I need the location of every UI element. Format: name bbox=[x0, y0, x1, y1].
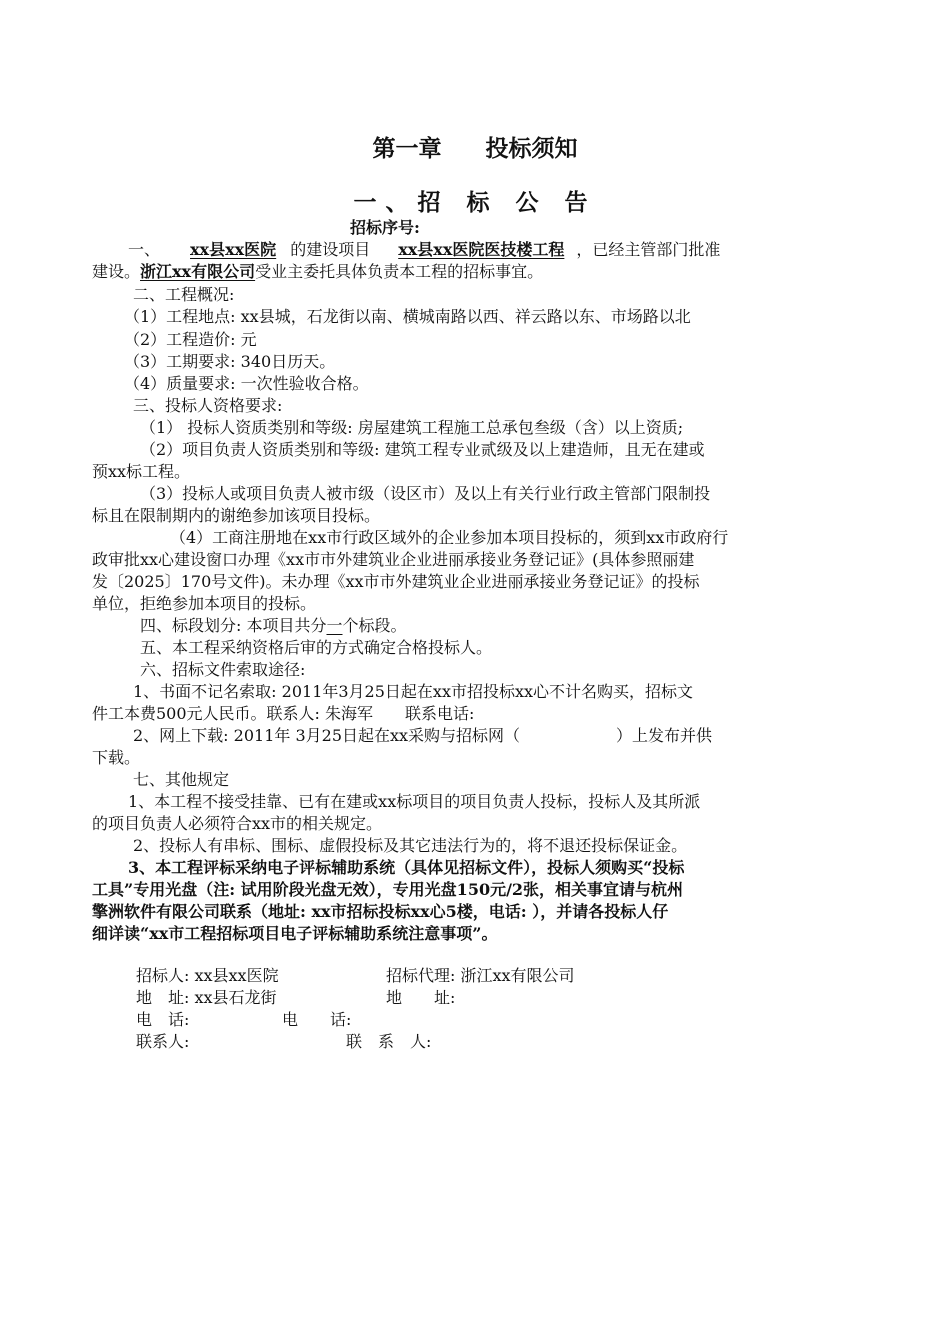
section-7-line: 2、投标人有串标、围标、虚假投标及其它违法行为的，将不退还投标保证金。 bbox=[133, 836, 688, 855]
qualification-line: 单位，拒绝参加本项目的投标。 bbox=[92, 594, 317, 613]
signature-right: 联 系 人: bbox=[346, 1032, 432, 1051]
p1-mid: 的建设项目 bbox=[290, 240, 371, 259]
overview-heading: 二、工程概况: bbox=[133, 285, 235, 304]
agent-name: 浙江xx有限公司 bbox=[140, 262, 256, 281]
p1-suffix: ，已经主管部门批准 bbox=[576, 240, 721, 259]
overview-item: （3）工期要求: 340日历天。 bbox=[124, 352, 336, 371]
qualification-line: （3）投标人或项目负责人被市级（设区市）及以上有关行业行政主管部门限制投 bbox=[140, 484, 711, 503]
section-7-bold-line: 3、本工程评标采纳电子评标辅助系统（具体见招标文件），投标人须购买“投标 bbox=[128, 858, 685, 877]
section-7-bold-line: 工具”专用光盘（注: 试用阶段光盘无效），专用光盘150元/2张，相关事宜请与杭州 bbox=[92, 880, 684, 899]
serial-label: 招标序号: bbox=[350, 218, 420, 237]
qualification-line: 标且在限制期内的谢绝参加该项目投标。 bbox=[92, 506, 381, 525]
chapter-name: 投标须知 bbox=[485, 135, 578, 162]
overview-item: （2）工程造价: 元 bbox=[124, 330, 257, 349]
qualification-line: 政审批xx心建设窗口办理《xx市市外建筑业企业进丽承接业务登记证》(具体参照丽建 bbox=[92, 550, 695, 569]
chapter-number: 第一章 bbox=[372, 135, 442, 162]
overview-item: （1）工程地点: xx县城，石龙街以南、横城南路以西、祥云路以东、市场路以北 bbox=[124, 307, 691, 326]
signature-left: 联系人: bbox=[136, 1032, 190, 1051]
qualification-line: 发〔2025〕170号文件)。未办理《xx市市外建筑业企业进丽承接业务登记证》的投标 bbox=[92, 572, 700, 591]
section-7-heading: 七、其他规定 bbox=[133, 770, 230, 789]
qualification-line: 预xx标工程。 bbox=[92, 462, 191, 481]
section-4-suffix: 个标段。 bbox=[342, 616, 407, 635]
qualification-line: （1） 投标人资质类别和等级: 房屋建筑工程施工总承包叁级（含）以上资质; bbox=[140, 418, 684, 437]
signature-right: 招标代理: 浙江xx有限公司 bbox=[386, 966, 575, 985]
section-5: 五、本工程采纳资格后审的方式确定合格投标人。 bbox=[140, 638, 493, 657]
qualification-heading: 三、投标人资格要求: bbox=[133, 396, 283, 415]
overview-item: （4）质量要求: 一次性验收合格。 bbox=[124, 374, 369, 393]
qualification-line: （4）工商注册地在xx市行政区域外的企业参加本项目投标的，须到xx市政府行 bbox=[170, 528, 729, 547]
section-title: 一、招 标 公 告 bbox=[353, 189, 597, 216]
signature-right: 地 址: bbox=[386, 988, 456, 1007]
section-4 bbox=[140, 616, 407, 636]
p1-line2-post: 受业主委托具体负责本工程的招标事宜。 bbox=[255, 262, 544, 281]
section-6-line: 1、书面不记名索取: 2011年3月25日起在xx市招投标xx心不计名购买，招标文 bbox=[133, 682, 694, 701]
p1-line2-pre: 建设。 bbox=[92, 262, 141, 281]
signature-right: 电 话: bbox=[282, 1010, 352, 1029]
paragraph-1-line-2 bbox=[92, 262, 543, 282]
project-name: xx县xx医院医技楼工程 bbox=[398, 240, 565, 259]
section-4-count: 一 bbox=[326, 616, 343, 635]
p1-prefix: 一、 bbox=[128, 240, 161, 259]
section-7-line: 的项目负责人必须符合xx市的相关规定。 bbox=[92, 814, 383, 833]
owner-name: xx县xx医院 bbox=[190, 240, 277, 259]
paragraph-1-line-1 bbox=[128, 240, 720, 260]
section-6-line: 件工本费500元人民币。联系人: 朱海军 联系电话: bbox=[92, 704, 475, 723]
qualification-line: （2）项目负责人资质类别和等级: 建筑工程专业贰级及以上建造师，且无在建或 bbox=[140, 440, 705, 459]
section-7-bold-line: 擎洲软件有限公司联系（地址: xx市招标投标xx心5楼，电话: ），并请各投标人仔 bbox=[92, 902, 669, 921]
signature-left: 招标人: xx县xx医院 bbox=[136, 966, 279, 985]
section-7-bold-line: 细详读“xx市工程招标项目电子评标辅助系统注意事项”。 bbox=[92, 924, 498, 943]
section-4-prefix: 四、标段划分: 本项目共分 bbox=[140, 616, 327, 635]
section-6-line: 2、网上下载: 2011年 3月25日起在xx采购与招标网（ ）上发布并供 bbox=[133, 726, 713, 745]
signature-left: 地 址: xx县石龙街 bbox=[136, 988, 277, 1007]
section-6-heading: 六、招标文件索取途径: bbox=[140, 660, 306, 679]
signature-left: 电 话: bbox=[136, 1010, 190, 1029]
chapter-title bbox=[0, 130, 950, 163]
section-6-line: 下载。 bbox=[92, 748, 141, 767]
section-7-line: 1、本工程不接受挂靠、已有在建或xx标项目的项目负责人投标，投标人及其所派 bbox=[128, 792, 701, 811]
